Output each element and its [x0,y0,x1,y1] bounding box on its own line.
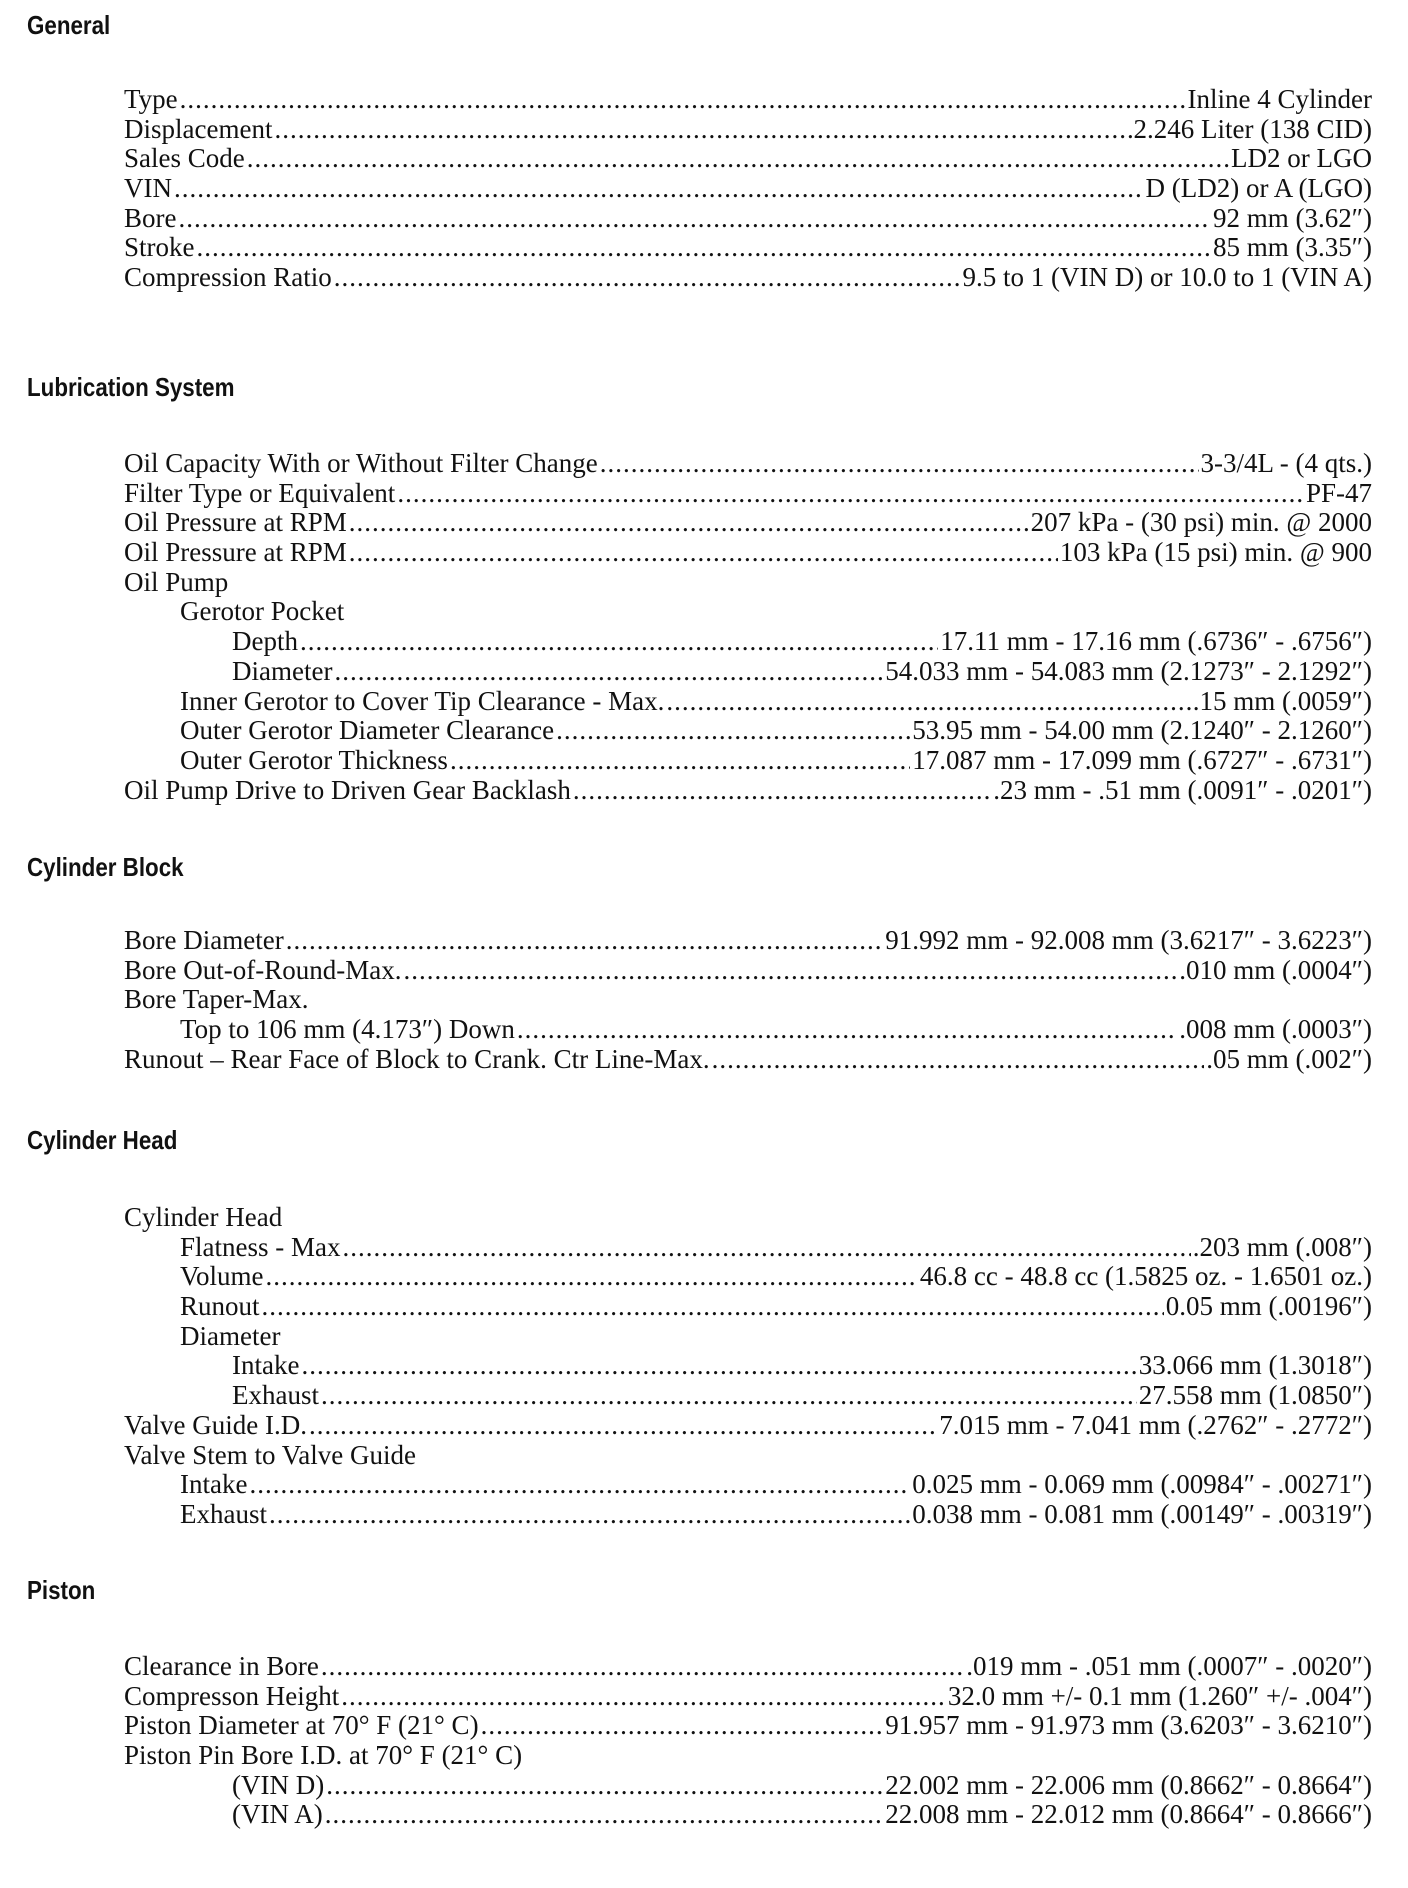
spec-value: 32.0 mm +/- 0.1 mm (1.260″ +/- .004″) [947,1680,1372,1711]
spec-label: Diameter [232,655,333,686]
spec-value: 53.95 mm - 54.00 mm (2.1240″ - 2.1260″) [912,715,1372,746]
spec-value: .05 mm (.002″) [1206,1043,1372,1074]
spec-row [0,716,1372,746]
spec-value: 207 kPa - (30 psi) min. @ 2000 [1030,507,1372,538]
dot-leader [517,1015,1177,1045]
section-heading: Lubrication System [27,372,235,402]
dot-leader [600,449,1199,479]
spec-row [0,985,1372,1015]
spec-value: 46.8 cc - 48.8 cc (1.5825 oz. - 1.6501 oz.) [919,1261,1372,1292]
dot-leader [180,85,1186,115]
dot-leader [403,956,1177,986]
spec-label: (VIN A) [232,1799,323,1830]
spec-label: Displacement [124,113,273,144]
dot-leader [326,1771,883,1801]
spec-value: 7.015 mm - 7.041 mm (.2762″ - .2772″) [939,1409,1372,1440]
dot-leader [450,746,910,776]
spec-value: 22.008 mm - 22.012 mm (0.8664″ - 0.8666″) [885,1799,1372,1830]
dot-leader [249,1470,910,1500]
spec-label: Gerotor Pocket [180,596,345,627]
spec-value: .008 mm (.0003″) [1179,1014,1372,1045]
spec-list [0,85,1372,293]
spec-label: Piston Diameter at 70° F (21° C) [124,1710,479,1741]
spec-row [0,233,1372,263]
dot-leader [197,233,1212,263]
spec-row [0,1500,1372,1530]
spec-row [0,1411,1372,1441]
spec-label: Oil Capacity With or Without Filter Change [124,448,598,478]
spec-label: Inner Gerotor to Cover Tip Clearance - Max. [180,685,665,716]
section-heading: Piston [27,1575,96,1605]
spec-label: Sales Code [124,143,245,174]
spec-label: Depth [232,626,298,657]
dot-leader [334,657,883,687]
dot-leader [286,926,884,956]
spec-row [0,776,1372,806]
spec-row [0,1233,1372,1263]
spec-row [0,597,1372,627]
dot-leader [274,115,1131,145]
spec-value: 92 mm (3.62″) [1213,202,1372,233]
dot-leader [309,1411,937,1441]
spec-value: 2.246 Liter (138 CID) [1133,113,1372,144]
spec-label: Valve Stem to Valve Guide [124,1439,416,1470]
spec-list [0,1203,1372,1530]
spec-row [0,538,1372,568]
dot-leader [481,1711,884,1741]
spec-value: .15 mm (.0059″) [1192,685,1372,716]
spec-value: 9.5 to 1 (VIN D) or 10.0 to 1 (VIN A) [962,262,1372,293]
spec-value: 27.558 mm (1.0850″) [1138,1380,1372,1411]
spec-value: D (LD2) or A (LGO) [1145,173,1372,204]
spec-label: Stroke [124,232,195,263]
spec-value: 91.992 mm - 92.008 mm (3.6217″ - 3.6223″) [885,925,1372,955]
spec-row [0,1015,1372,1045]
spec-row [0,115,1372,145]
spec-label: Type [124,84,178,114]
spec-row [0,1652,1372,1682]
spec-label: (VIN D) [232,1769,325,1800]
spec-label: Runout – Rear Face of Block to Crank. Ctr Line-Max. [124,1043,710,1074]
spec-value: 91.957 mm - 91.973 mm (3.6203″ - 3.6210″) [885,1710,1372,1741]
spec-row [0,568,1372,598]
dot-leader [321,1652,964,1682]
spec-label: Diameter [180,1320,281,1351]
spec-row [0,1322,1372,1352]
spec-value: 3-3/4L - (4 qts.) [1200,448,1372,478]
spec-label: Oil Pressure at RPM [124,507,347,538]
spec-label: Outer Gerotor Diameter Clearance [180,715,555,746]
spec-label: Bore Diameter [124,925,284,955]
spec-label: Exhaust [232,1380,319,1411]
spec-label: Intake [180,1469,248,1500]
spec-value: .010 mm (.0004″) [1179,954,1372,985]
spec-row [0,627,1372,657]
spec-row [0,479,1372,509]
spec-label: Oil Pump Drive to Driven Gear Backlash [124,774,571,805]
spec-row [0,687,1372,717]
dot-leader [269,1500,910,1530]
spec-list [0,1652,1372,1830]
dot-leader [397,479,1304,509]
spec-row [0,508,1372,538]
spec-value: 0.05 mm (.00196″) [1165,1291,1372,1322]
spec-list [0,926,1372,1074]
spec-label: Bore Out-of-Round-Max. [124,954,402,985]
spec-value: 54.033 mm - 54.083 mm (2.1273″ - 2.1292″) [885,655,1372,686]
spec-value: 33.066 mm (1.3018″) [1138,1350,1372,1381]
spec-row [0,1800,1372,1830]
spec-label: Cylinder Head [124,1202,283,1232]
dot-leader [556,716,910,746]
spec-row [0,1381,1372,1411]
spec-label: Valve Guide I.D. [124,1409,307,1440]
spec-value: LD2 or LGO [1231,143,1372,174]
dot-leader [174,174,1144,204]
spec-row [0,144,1372,174]
spec-list [0,449,1372,805]
spec-label: Compresson Height [124,1680,340,1711]
section-heading: Cylinder Head [27,1125,178,1155]
spec-label: Bore [124,202,177,233]
spec-label: Piston Pin Bore I.D. at 70° F (21° C) [124,1740,523,1771]
spec-value: .019 mm - .051 mm (.0007″ - .0020″) [966,1651,1372,1681]
spec-row [0,1441,1372,1471]
spec-label: Clearance in Bore [124,1651,319,1681]
section-heading: General [27,10,111,40]
dot-leader [178,204,1211,234]
spec-row [0,1771,1372,1801]
spec-label: Bore Taper-Max. [124,984,309,1015]
spec-label: Compression Ratio [124,262,332,293]
spec-value: 22.002 mm - 22.006 mm (0.8662″ - 0.8664″) [885,1769,1372,1800]
spec-label: Top to 106 mm (4.173″) Down [180,1014,515,1045]
spec-label: Outer Gerotor Thickness [180,744,448,775]
spec-label: Oil Pump [124,566,229,597]
spec-row [0,1741,1372,1771]
spec-row [0,1470,1372,1500]
dot-leader [666,687,1190,717]
spec-row [0,1262,1372,1292]
spec-label: Oil Pressure at RPM [124,537,347,568]
spec-row [0,1351,1372,1381]
spec-row [0,85,1372,115]
spec-value: 0.038 mm - 0.081 mm (.00149″ - .00319″) [912,1498,1372,1529]
spec-row [0,1203,1372,1233]
dot-leader [325,1800,884,1830]
spec-row [0,1045,1372,1075]
spec-value: Inline 4 Cylinder [1187,84,1372,114]
spec-row [0,956,1372,986]
spec-value: 85 mm (3.35″) [1213,232,1372,263]
dot-leader [266,1262,918,1292]
spec-row [0,1711,1372,1741]
dot-leader [247,144,1229,174]
dot-leader [262,1292,1164,1322]
spec-value: PF-47 [1305,477,1372,508]
dot-leader [712,1045,1205,1075]
dot-leader [349,538,1058,568]
spec-value: .203 mm (.008″) [1192,1231,1372,1262]
dot-leader [334,263,961,293]
spec-row [0,174,1372,204]
spec-label: Runout [180,1291,260,1322]
spec-row [0,1682,1372,1712]
spec-label: VIN [124,173,172,204]
spec-row [0,746,1372,776]
spec-label: Flatness - Max [180,1231,341,1262]
spec-value: .23 mm - .51 mm (.0091″ - .0201″) [993,774,1372,805]
spec-value: 17.087 mm - 17.099 mm (.6727″ - .6731″) [912,744,1372,775]
spec-label: Exhaust [180,1498,267,1529]
spec-value: 103 kPa (15 psi) min. @ 900 [1059,537,1372,568]
spec-row [0,926,1372,956]
spec-label: Volume [180,1261,264,1292]
spec-row [0,657,1372,687]
section-heading: Cylinder Block [27,852,184,882]
dot-leader [341,1682,946,1712]
dot-leader [321,1381,1137,1411]
spec-label: Intake [232,1350,300,1381]
spec-value: 0.025 mm - 0.069 mm (.00984″ - .00271″) [912,1469,1372,1500]
spec-row [0,263,1372,293]
spec-row [0,1292,1372,1322]
spec-value: 17.11 mm - 17.16 mm (.6736″ - .6756″) [940,626,1372,657]
dot-leader [301,1351,1136,1381]
dot-leader [349,508,1029,538]
spec-row [0,204,1372,234]
spec-label: Filter Type or Equivalent [124,477,396,508]
spec-row [0,449,1372,479]
dot-leader [342,1233,1190,1263]
dot-leader [300,627,938,657]
dot-leader [573,776,991,806]
